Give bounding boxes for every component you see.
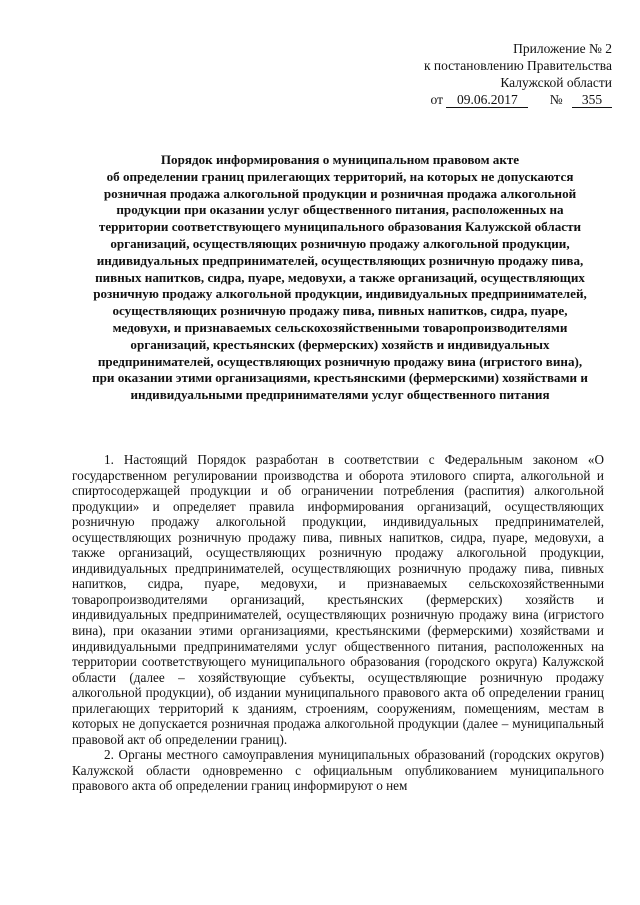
title-line: пивных напитков, сидра, пуаре, медовухи, а также организаций, осуществляющих xyxy=(95,269,585,285)
paragraph-1: 1. Настоящий Порядок разработан в соответствии с Федеральным законом «О государственном регулировании производства и оборота этилового спирта, алкогольной и спиртосодержащей продукции и об ограничении потребления (распития) алкогольной продукции» и определяет правила информирования организаций, осуществляющих розничную продажу алкогольной продукции, индивидуальных предпринимателей, осуществляющих розничную продажу пива, пивных напитков, сидра, пуаре, медовухи, а также организаций, осуществляющих розничную продажу алкогольной продукции, индивидуальных предпринимателей, осуществляющих розничную продажу пива, пивных напитков, сидра, пуаре, медовухи, и признаваемых сельскохозяйственными товаропроизводителями организаций, крестьянских (фермерских) хозяйств и индивидуальных предпринимателей, осуществляющих розничную продажу вина (игристого вина), при оказании этими организациями, крестьянскими (фермерскими) хозяйствами и индивидуальными предпринимателями услуг общественного питания, расположенных на территории соответствующего муниципального образования (городского округа) Калужской области (далее – хозяйствующие субъекты, осуществляющие розничную продажу алкогольной продукции), об издании муниципального правового акта об определении границ прилегающих территорий к зданиям, строениям, сооружениям, помещениям, местам в которых не допускается розничная продажа алкогольной продукции (далее – муниципальный правовой акт об определении границ). xyxy=(72,452,604,747)
title-line: медовухи, и признаваемых сельскохозяйственными товаропроизводителями xyxy=(112,319,568,335)
appendix-region: Калужской области xyxy=(500,75,612,90)
appendix-date-number-line xyxy=(372,91,612,108)
document-body xyxy=(72,452,604,794)
title-line: предпринимателей, осуществляющих розничную продажу вина (игристого вина), xyxy=(97,353,583,369)
title-line: об определении границ прилегающих территорий, на которых не допускаются xyxy=(106,168,574,184)
paragraph-2: 2. Органы местного самоуправления муниципальных образований (городских округов) Калужской области одновременно с официальным опубликованием муниципального правового акта об определении границ информируют о нем xyxy=(72,747,604,794)
title-line: организаций, крестьянских (фермерских) хозяйств и индивидуальных xyxy=(130,336,550,352)
document-title xyxy=(62,152,618,404)
title-line: индивидуальными предпринимателями услуг общественного питания xyxy=(130,387,550,403)
title-line: индивидуальных предпринимателей, осуществляющих розничную продажу пива, xyxy=(96,252,584,268)
title-line: осуществляющих розничную продажу пива, пивных напитков, сидра, пуаре, xyxy=(112,303,568,319)
title-line: территории соответствующего муниципального образования Калужской области xyxy=(98,219,582,235)
appendix-number: Приложение № 2 xyxy=(513,41,612,56)
title-line: Порядок информирования о муниципальном правовом акте xyxy=(160,152,520,167)
title-line: розничную продажу алкогольной продукции, индивидуальных предпринимателей, xyxy=(93,286,587,302)
appendix-reference: к постановлению Правительства xyxy=(423,58,612,73)
from-label: от xyxy=(430,92,443,107)
title-line: розничная продажа алкогольной продукции и розничная продажа алкогольной xyxy=(103,185,577,201)
title-line: при оказании этими организациями, крестьянскими (фермерскими) хозяйствами и xyxy=(92,370,588,386)
number-label: № xyxy=(549,92,563,107)
decree-number: 355 xyxy=(572,92,612,108)
title-line: продукции при оказании услуг общественного питания, расположенных на xyxy=(116,202,564,218)
title-line: организаций, осуществляющих розничную продажу алкогольной продукции, xyxy=(110,235,570,251)
decree-date: 09.06.2017 xyxy=(446,92,528,108)
appendix-header xyxy=(372,40,612,108)
